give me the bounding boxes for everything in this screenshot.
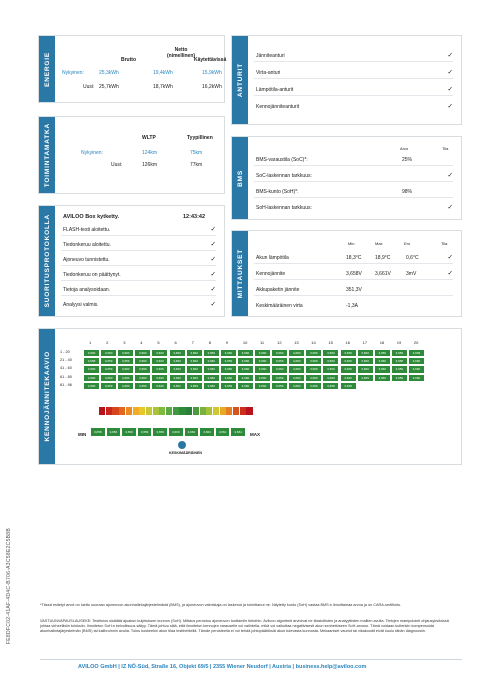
cell-voltage: 3,660 <box>117 382 134 390</box>
cell-voltage: 3,660 <box>374 365 391 373</box>
cell-voltage: 3,660 <box>237 357 254 365</box>
cell-voltage: 3,660 <box>340 357 357 365</box>
column-number: 9 <box>225 340 229 345</box>
measure-min: 3,658V <box>346 271 362 277</box>
range-side-label: TOIMINTAMATKA <box>39 117 55 193</box>
cell-voltage: 3,660 <box>151 374 168 382</box>
protocol-row <box>61 224 216 236</box>
range-new-label: Uusi: <box>111 162 123 168</box>
cell-voltage: 3,660 <box>83 365 100 373</box>
sensor-label: Kennojänniteanturit <box>256 104 300 110</box>
cell-voltage-panel <box>38 328 462 465</box>
cell-voltage: 3,660 <box>203 374 220 382</box>
measure-label: Akun lämpötila <box>256 255 289 261</box>
column-number: 3 <box>123 340 126 345</box>
cell-voltage: 3,660 <box>186 374 203 382</box>
measure-row <box>254 268 453 280</box>
cell-voltage: 3,660 <box>134 357 151 365</box>
cell-voltage: 3,660 <box>169 365 186 373</box>
color-scale-segment <box>246 407 252 415</box>
sensors-panel <box>231 35 462 125</box>
bms-panel <box>231 136 462 220</box>
cell-voltage: 3,659 <box>408 349 425 357</box>
energy-row-current-label: Nykyinen: <box>62 70 84 76</box>
sensor-label: Virta-anturi <box>256 70 281 76</box>
protocol-panel <box>38 205 225 317</box>
max-label: MAX <box>250 432 260 437</box>
color-scale-segment <box>99 407 105 415</box>
cell-voltage: 3,660 <box>83 349 100 357</box>
color-scale-segment <box>179 407 185 415</box>
protocol-header: AVILOO Box kytketty. <box>63 214 120 220</box>
cell-voltage: 3,659 <box>374 349 391 357</box>
sensor-row <box>254 84 453 96</box>
cell-voltage: 3,659 <box>100 365 117 373</box>
footnote-bms: *Tässä esitetyt arvot on luettu suoraan ajoneuvon akunhallintajärjestelmästä (BMS), ja ajoneuvon valmistaja on laskenut ja toimittanut ne. Näytetty kunto (SoH) vastaa BMS:n ilmoittamaa arvoa ja on CARA-sertifioitu. <box>40 603 402 607</box>
bms-row-label: SoH-laskennan tarkkuus: <box>256 205 312 211</box>
bms-side-label: BMS <box>232 137 248 219</box>
cell-voltage: 3,660 <box>254 349 271 357</box>
scale-value: 3,659 <box>137 427 153 437</box>
cell-voltage: 3,660 <box>305 374 322 382</box>
measure-row <box>254 300 453 312</box>
sensor-label: Lämpötila-anturit <box>256 87 294 93</box>
color-scale-segment <box>220 407 226 415</box>
cell-voltage: 3,659 <box>374 374 391 382</box>
cell-voltage: 3,660 <box>169 357 186 365</box>
column-number: 13 <box>294 340 299 345</box>
measure-max: 18,9°C <box>375 255 391 261</box>
wltp-header: WLTP <box>142 135 156 141</box>
row-range-label: 61 - 80 <box>60 374 72 379</box>
measure-label: Keskimääräinen virta <box>256 303 303 309</box>
average-marker <box>178 441 186 449</box>
check-icon: ✓ <box>210 226 216 233</box>
cell-voltage: 3,659 <box>391 374 408 382</box>
cell-voltage: 3,660 <box>237 349 254 357</box>
cell-voltage: 3,659 <box>134 365 151 373</box>
color-scale-segment <box>119 407 125 415</box>
cell-voltage: 3,660 <box>100 349 117 357</box>
protocol-step: Tietoja analysoidaan. <box>63 287 111 293</box>
protocol-row <box>61 284 216 296</box>
bms-soh-value: 98% <box>402 189 413 195</box>
cell-voltage: 3,660 <box>83 382 100 390</box>
cell-voltage: 3,659 <box>220 382 237 390</box>
bms-row-label: BMS-kunto (SoH)*: <box>256 189 299 195</box>
sensors-side-label: ANTURIT <box>232 36 248 124</box>
document-id: FE8DFC02-41AF-4D4C-B706-A3C58E2C5B8B <box>6 528 12 645</box>
cell-voltage: 3,660 <box>408 357 425 365</box>
typical-header: Tyypillinen <box>187 135 213 141</box>
cell-voltage: 3,659 <box>391 349 408 357</box>
protocol-time: 12:43:42 <box>183 214 206 220</box>
cell-voltage: 3,659 <box>203 349 220 357</box>
cell-voltage: 3,660 <box>322 357 339 365</box>
cell-voltage: 3,660 <box>288 357 305 365</box>
scale-value: 3,661 <box>230 427 246 437</box>
energy-side-label: ENERGIE <box>39 36 55 102</box>
diff-header: Ero <box>404 241 411 246</box>
cell-voltage: 3,660 <box>408 365 425 373</box>
cell-voltage-side-label: KENNOJÄNNITEKAAVIO <box>39 329 55 464</box>
range-new-typical: 77km <box>190 162 203 168</box>
min-label: MIN <box>78 432 87 437</box>
cell-voltage: 3,660 <box>271 365 288 373</box>
footnote-disclaimer: VASTUUNVAPAUSLAUSEKE: Testitulos sisältää ajoakun kuljetuksen kunnon (SoH). Mittaus perustuu ajoneuvon tuottamiin tietoihin. Aviloon algoritmit arvioivat ne tilastollisten ja analyyttisten mallien avulla. Tietojen manipulointi ohjausyksikössä johtaa virheellisiin tuloksiin. Ilmoitetun SoH:n kelvollisuus säilyy. Tämä johtuu siitä, että ilmoitetun kennojen varauselle voi vaihdella, mikä voi vaikuttaa negatiivisesti akun senhetkiseen SoH-arvoon. Tämä voidaan kuitenkin kompensoida akunhallintajärjestelmän (BMS) tai kalibroinnin avulla. Tulos koskeekin akun tilaa testihetkellä. Tämän perusteella ei voi tehdä johtopäätöksiä akun tulevasta kunnosta. Mekaaniset vauriot tai vikakoodit eivät kuulu tähän diagnoosiin. <box>40 619 449 633</box>
check-icon: ✓ <box>210 241 216 248</box>
check-icon: ✓ <box>447 86 453 93</box>
cell-voltage: 3,659 <box>357 374 374 382</box>
cell-voltage: 3,659 <box>186 382 203 390</box>
cell-voltage: 3,660 <box>186 349 203 357</box>
measurements-side-label: MITTAUKSET <box>232 231 248 316</box>
column-number: 4 <box>140 340 143 345</box>
measure-row <box>254 252 453 264</box>
color-scale-segment <box>233 407 239 415</box>
status-header: Tila <box>441 241 448 246</box>
color-scale-segment <box>166 407 172 415</box>
measure-max: 3,661V <box>375 271 391 277</box>
check-icon: ✓ <box>210 301 216 308</box>
color-scale-segment <box>106 407 112 415</box>
cell-voltage: 3,660 <box>254 382 271 390</box>
cell-voltage: 3,660 <box>408 374 425 382</box>
sensor-row <box>254 50 453 62</box>
color-scale-segment <box>173 407 179 415</box>
column-number: 11 <box>260 340 265 345</box>
check-icon: ✓ <box>447 204 453 211</box>
energy-new-kayt: 16,2kWh <box>202 84 222 90</box>
cell-voltage: 3,658 <box>340 382 357 390</box>
column-number: 18 <box>379 340 385 345</box>
cell-voltage: 3,660 <box>220 365 237 373</box>
color-scale-segment <box>193 407 199 415</box>
min-header: Min <box>348 241 355 246</box>
measure-min: 18,3°C <box>346 255 362 261</box>
column-number: 6 <box>174 340 177 345</box>
cell-voltage: 3,660 <box>203 382 220 390</box>
protocol-step: Analyysi valmis. <box>63 302 99 308</box>
cell-voltage: 3,660 <box>340 365 357 373</box>
cell-voltage: 3,660 <box>254 357 271 365</box>
scale-value: 3,660 <box>184 427 200 437</box>
measure-diff: 0,6°C <box>406 255 419 261</box>
measure-diff: 3mV <box>406 271 417 277</box>
cell-voltage: 3,660 <box>237 374 254 382</box>
cell-voltage: 3,658 <box>322 382 339 390</box>
protocol-row <box>61 269 216 281</box>
cell-voltage: 3,660 <box>151 349 168 357</box>
protocol-step: Ajoneuvo tunnistettu. <box>63 257 110 263</box>
measure-row <box>254 284 453 296</box>
cell-voltage: 3,660 <box>117 374 134 382</box>
protocol-row <box>61 299 216 311</box>
cell-voltage: 3,659 <box>220 357 237 365</box>
color-scale-segment <box>159 407 165 415</box>
range-current-label: Nykyinen: <box>81 150 103 156</box>
cell-voltage: 3,660 <box>220 349 237 357</box>
check-icon: ✓ <box>447 254 453 261</box>
cell-voltage: 3,660 <box>203 357 220 365</box>
netto-header: Netto (nimellinen) <box>167 47 196 59</box>
scale-value: 3,661 <box>215 427 231 437</box>
bms-soc-value: 25% <box>402 157 413 163</box>
footer-address: AVILOO GmbH | IZ NÖ-Süd, Straße 16, Objekt 69/5 | 2355 Wiener Neudorf | Austria | business.help@aviloo.com <box>78 664 367 670</box>
energy-current-netto: 19,4kWh <box>153 70 173 76</box>
brutto-header: Brutto <box>121 57 136 63</box>
cell-voltage: 3,660 <box>186 365 203 373</box>
protocol-side-label: SUORITUSPROTOKOLLA <box>39 206 55 316</box>
cell-voltage: 3,660 <box>237 382 254 390</box>
cell-voltage: 3,660 <box>322 374 339 382</box>
bms-row <box>254 154 453 166</box>
column-number: 12 <box>277 340 282 345</box>
cell-voltage: 3,659 <box>271 357 288 365</box>
color-scale-segment <box>139 407 145 415</box>
energy-current-brutto: 25,3kWh <box>99 70 119 76</box>
color-scale-segment <box>240 407 246 415</box>
cell-voltage: 3,660 <box>186 357 203 365</box>
bms-row <box>254 202 453 214</box>
bms-row <box>254 170 453 182</box>
color-scale-segment <box>226 407 232 415</box>
energy-row-new-label: Uusi: <box>83 84 95 90</box>
cell-voltage: 3,659 <box>340 349 357 357</box>
cell-voltage: 3,659 <box>271 382 288 390</box>
protocol-step: Tiedonkeruu on päättynyt. <box>63 272 121 278</box>
color-scale-segment <box>213 407 219 415</box>
cell-voltage: 3,660 <box>271 349 288 357</box>
column-number: 10 <box>242 340 248 345</box>
sensor-label: Jänniteanturi <box>256 53 285 59</box>
range-current-typical: 75km <box>190 150 203 156</box>
range-current-wltp: 124km <box>142 150 158 156</box>
column-number: 19 <box>396 340 402 345</box>
row-range-label: 41 - 60 <box>60 366 72 371</box>
bms-value-header: Arvo <box>400 146 409 151</box>
footer-divider <box>40 659 462 660</box>
check-icon: ✓ <box>210 256 216 263</box>
bms-status-header: Tila <box>442 146 449 151</box>
color-scale-segment <box>126 407 132 415</box>
row-range-label: 1 - 20 <box>60 350 70 354</box>
cell-voltage: 3,660 <box>288 349 305 357</box>
cell-voltage: 3,660 <box>100 374 117 382</box>
cell-voltage: 3,660 <box>151 382 168 390</box>
cell-voltage: 3,660 <box>220 374 237 382</box>
color-scale-segment <box>206 407 212 415</box>
cell-voltage: 3,660 <box>254 365 271 373</box>
cell-voltage: 3,660 <box>254 374 271 382</box>
cell-voltage: 3,659 <box>322 365 339 373</box>
measurements-panel <box>231 230 462 317</box>
measure-label: Kennojännite <box>256 271 286 277</box>
sensor-row <box>254 67 453 79</box>
cell-voltage: 3,661 <box>169 382 186 390</box>
cell-voltage: 3,660 <box>134 349 151 357</box>
cell-voltage: 3,659 <box>100 357 117 365</box>
color-scale-segment <box>112 407 118 415</box>
cell-voltage: 3,660 <box>357 365 374 373</box>
scale-value: 3,659 <box>152 427 168 437</box>
scale-value: 3,660 <box>168 427 184 437</box>
cell-voltage: 3,658 <box>391 357 408 365</box>
scale-value: 3,658 <box>90 427 106 437</box>
cell-voltage: 3,660 <box>340 374 357 382</box>
cell-voltage: 3,660 <box>169 349 186 357</box>
color-scale-segment <box>146 407 152 415</box>
check-icon: ✓ <box>447 270 453 277</box>
cell-voltage: 3,660 <box>203 365 220 373</box>
cell-voltage: 3,659 <box>391 365 408 373</box>
color-scale-segment <box>186 407 192 415</box>
range-new-wltp: 126km <box>142 162 158 168</box>
cell-voltage: 3,660 <box>134 374 151 382</box>
column-number: 8 <box>208 340 211 345</box>
column-number: 17 <box>362 340 368 345</box>
energy-current-kayt: 15,9kWh <box>202 70 222 76</box>
scale-value: 3,656 <box>106 427 122 437</box>
row-range-label: 21 - 40 <box>60 358 72 363</box>
column-number: 7 <box>191 340 194 345</box>
cell-voltage: 3,660 <box>151 357 168 365</box>
check-icon: ✓ <box>447 52 453 59</box>
cell-voltage: 3,660 <box>117 349 134 357</box>
protocol-row <box>61 239 216 251</box>
column-number: 5 <box>157 340 160 345</box>
row-range-label: 81 - 96 <box>60 382 72 387</box>
cell-voltage: 3,660 <box>117 365 134 373</box>
cell-voltage: 3,660 <box>357 357 374 365</box>
cell-voltage: 3,660 <box>288 365 305 373</box>
cell-voltage: 3,660 <box>288 374 305 382</box>
average-label: KESKIMÄÄRÄINEN <box>169 451 202 455</box>
column-number: 1 <box>89 340 92 345</box>
check-icon: ✓ <box>447 172 453 179</box>
bms-row-label: SoC-laskennan tarkkuus: <box>256 173 312 179</box>
color-scale-segment <box>153 407 159 415</box>
energy-panel <box>38 35 225 103</box>
cell-voltage-grid <box>57 329 461 464</box>
color-scale-segment <box>200 407 206 415</box>
measure-label: Akkupaketin jännite <box>256 287 300 293</box>
cell-voltage: 3,659 <box>271 374 288 382</box>
sensor-row <box>254 101 453 113</box>
cell-voltage: 3,660 <box>305 365 322 373</box>
cell-voltage: 3,660 <box>374 357 391 365</box>
cell-voltage: 3,660 <box>357 349 374 357</box>
cell-voltage: 3,659 <box>305 382 322 390</box>
bms-row-label: BMS-varaustila (SoC)*: <box>256 157 308 163</box>
cell-voltage: 3,659 <box>151 365 168 373</box>
cell-voltage: 3,659 <box>134 382 151 390</box>
scale-value: 3,660 <box>199 427 215 437</box>
cell-voltage: 3,660 <box>305 357 322 365</box>
energy-new-brutto: 25,7kWh <box>99 84 119 90</box>
column-number: 15 <box>328 340 333 345</box>
cell-voltage: 3,660 <box>83 374 100 382</box>
measure-min: -1,3A <box>346 303 358 309</box>
range-panel <box>38 116 225 194</box>
energy-new-netto: 18,7kWh <box>153 84 173 90</box>
check-icon: ✓ <box>447 69 453 76</box>
cell-voltage: 3,660 <box>169 374 186 382</box>
cell-voltage: 3,658 <box>83 357 100 365</box>
column-number: 20 <box>413 340 419 345</box>
cell-voltage: 3,660 <box>288 382 305 390</box>
max-header: Max <box>375 241 383 246</box>
check-icon: ✓ <box>447 103 453 110</box>
cell-voltage: 3,659 <box>305 349 322 357</box>
cell-voltage: 3,659 <box>100 382 117 390</box>
column-number: 16 <box>345 340 350 345</box>
protocol-step: FLASH-testi aloitettu. <box>63 227 111 233</box>
cell-voltage: 3,660 <box>237 365 254 373</box>
column-number: 14 <box>311 340 316 345</box>
kaytettavissa-header: Käytettävissä <box>194 57 227 63</box>
bms-row <box>254 186 453 198</box>
check-icon: ✓ <box>210 286 216 293</box>
cell-voltage: 3,659 <box>117 357 134 365</box>
check-icon: ✓ <box>210 271 216 278</box>
measure-min: 351,3V <box>346 287 362 293</box>
cell-voltage: 3,660 <box>322 349 339 357</box>
protocol-step: Tiedonkeruu aloitettu. <box>63 242 111 248</box>
color-scale-segment <box>133 407 139 415</box>
scale-value: 3,659 <box>121 427 137 437</box>
column-number: 2 <box>106 340 109 345</box>
protocol-row <box>61 254 216 266</box>
